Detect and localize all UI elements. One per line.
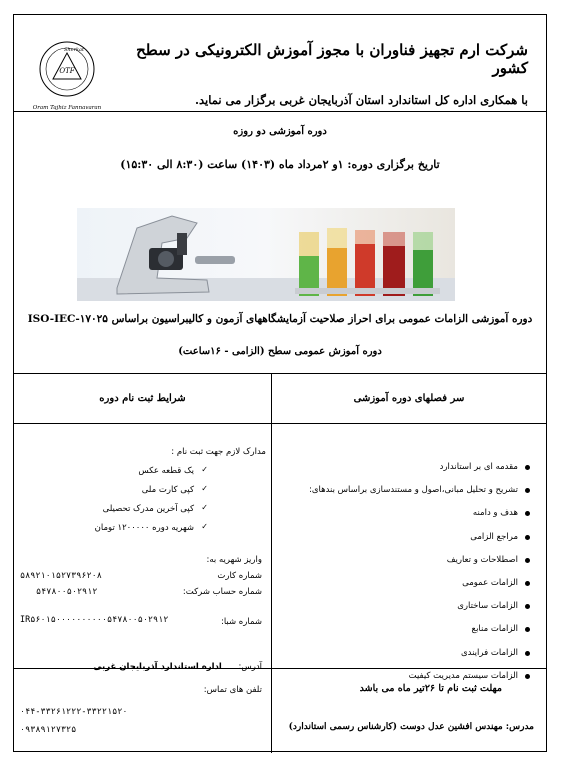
list-item: ✓ شهریه دوره ۱۲۰۰۰۰۰ تومان xyxy=(94,522,208,533)
course-title: دوره آموزشی الزامات عمومی برای احراز صلاحیت آزمایشگاههای آزمون و کالیبراسیون براساس ISO-IEC-۱۷۰۲۵ xyxy=(27,313,533,325)
company-subtitle: با همکاری اداره کل استاندارد استان آذربایجان غربی برگزار می نماید. xyxy=(194,93,528,107)
payment-title: واریز شهریه به: xyxy=(206,555,262,565)
list-item: تشریح و تحلیل مبانی،اصول و مستندسازی براساس بندهای: xyxy=(302,485,532,496)
required-documents xyxy=(26,447,266,533)
account-number: ۵۴۷۸۰۰۵۰۲۹۱۲ xyxy=(36,587,98,597)
docs-title: مدارک لازم جهت ثبت نام : xyxy=(171,447,266,457)
list-item: مقدمه ای بر استاندارد xyxy=(302,462,532,473)
divider xyxy=(14,423,546,424)
svg-text:OTF: OTF xyxy=(59,67,75,75)
card-label: شماره کارت xyxy=(217,571,262,581)
list-item: الزامات فرایندی xyxy=(302,648,532,659)
card-number: ۵۸۹۲۱۰۱۵۲۷۳۹۶۲۰۸ xyxy=(20,571,102,581)
topics-header: سر فصلهای دوره آموزشی xyxy=(353,393,465,404)
list-item: الزامات سیستم مدیریت کیفیت xyxy=(302,671,532,682)
list-item: الزامات عمومی xyxy=(302,578,532,589)
column-divider xyxy=(271,373,272,753)
course-level: دوره آموزش عمومی سطح (الزامی - ۱۶ساعت) xyxy=(178,346,382,357)
list-item: ✓ کپی آخرین مدرک تحصیلی xyxy=(102,503,208,514)
list-item: الزامات ساختاری xyxy=(302,601,532,612)
course-date: تاریخ برگزاری دوره: ۱و ۲مرداد ماه (۱۴۰۳) ساعت (۸:۳۰ الی ۱۵:۳۰) xyxy=(120,158,440,171)
lab-photo xyxy=(77,208,455,301)
address-label: آدرس: xyxy=(238,662,262,672)
registration-deadline: مهلت ثبت نام تا ۲۶تیر ماه می باشد xyxy=(359,683,502,694)
course-type: دوره آموزشی دو روزه xyxy=(233,126,327,137)
phone-number: ۰۹۳۸۹۱۲۷۳۲۵ xyxy=(20,725,77,735)
list-item: ✓ یک قطعه عکس xyxy=(138,465,208,476)
check-icon: ✓ xyxy=(201,484,208,493)
company-name: شرکت ارم تجهیز فناوران با مجوز آموزش الکترونیکی در سطح کشور xyxy=(136,41,528,77)
sheba-number: IR۵۶۰۱۵۰۰۰۰۰۰۰۰۰۰۵۴۷۸۰۰۵۰۲۹۱۲ xyxy=(20,615,169,625)
divider xyxy=(14,373,546,374)
check-icon: ✓ xyxy=(201,465,208,474)
list-item: اصطلاحات و تعاریف xyxy=(302,555,532,566)
check-icon: ✓ xyxy=(201,503,208,512)
check-icon: ✓ xyxy=(201,522,208,531)
document-frame xyxy=(13,14,547,752)
sheba-label: شماره شبا: xyxy=(220,617,262,627)
list-item: مراجع الزامی xyxy=(302,532,532,543)
list-item: هدف و دامنه xyxy=(302,508,532,519)
phone-label: تلفن های تماس: xyxy=(203,685,262,695)
phone-number: ۰۴۴-۳۳۲۶۱۲۲۲-۳۳۲۲۱۵۲۰ xyxy=(20,707,128,717)
registration-header: شرایط ثبت نام دوره xyxy=(99,393,186,404)
list-item: الزامات منابع xyxy=(302,624,532,635)
instructor: مدرس: مهندس افشین عدل دوست (کارشناس رسمی استاندارد) xyxy=(288,722,534,732)
svg-text:Sherkat: Sherkat xyxy=(63,47,85,53)
account-label: شماره حساب شرکت: xyxy=(182,587,262,597)
svg-text:Oram Tajhiz Fannavaran: Oram Tajhiz Fannavaran xyxy=(32,105,102,111)
address-value: اداره استاندارد آذربایجان غربی xyxy=(93,662,222,672)
list-item: ✓ کپی کارت ملی xyxy=(141,484,208,495)
company-logo xyxy=(28,33,106,119)
topics-list xyxy=(302,462,532,694)
address xyxy=(93,662,262,672)
